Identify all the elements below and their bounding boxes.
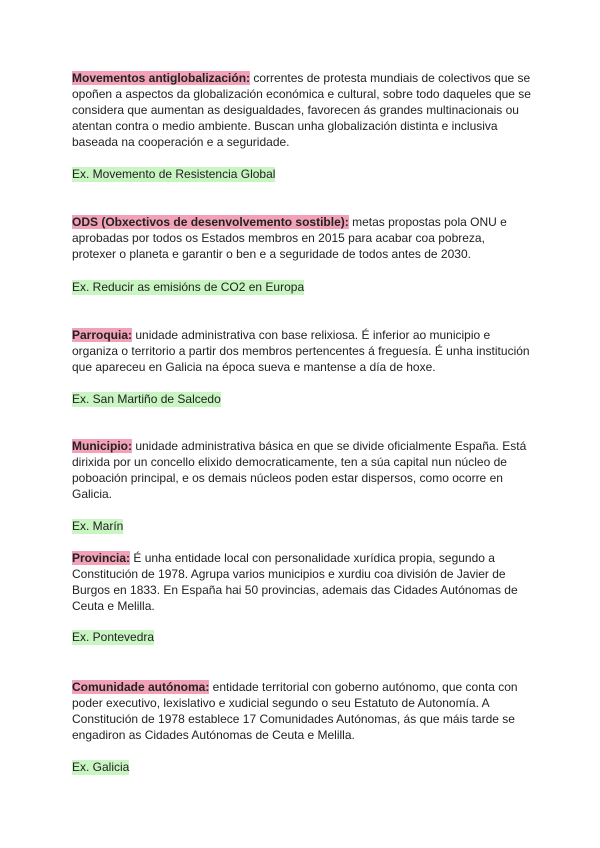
example-text: Ex. Reducir as emisións de CO2 en Europa	[72, 280, 305, 294]
term-label: Municipio:	[72, 439, 132, 453]
glossary-entry-provincia	[72, 550, 532, 644]
definition-text: entidade territorial con goberno autónomo, que conta con poder executivo, lexislativo e xudicial segundo o seu Estatuto de Autonomía. A Constitución de 1978 establece 17 Comunidades Autónomas, ás que máis tarde se engadiron as Cidades Autónomas de Ceuta e Melilla.	[72, 680, 518, 742]
example-text: Ex. Pontevedra	[72, 630, 155, 644]
glossary-entry-comunidade-autonoma	[72, 679, 532, 774]
example-text: Ex. Movemento de Resistencia Global	[72, 167, 276, 181]
glossary-entry-parroquia	[72, 327, 532, 406]
term-label: Comunidade autónoma:	[72, 680, 210, 694]
example-text: Ex. Galicia	[72, 760, 130, 774]
definition-paragraph	[72, 550, 532, 614]
definition-text: metas propostas pola ONU e aprobadas por todos os Estados membros en 2015 para acabar coa pobreza, protexer o planeta e garantir o ben e a seguridade de todos antes de 2030.	[72, 215, 507, 261]
glossary-entry-municipio	[72, 438, 532, 533]
definition-paragraph	[72, 679, 532, 743]
glossary-entry-ods	[72, 214, 532, 294]
definition-text: correntes de protesta mundiais de colectivos que se opoñen a aspectos da globalización económica e cultural, sobre todo daqueles que se considera que aumentan as desigualdades, favorecen ás grandes multinacionais ou atentan contra o medio ambiente. Buscan unha globalización distinta e inclusiva baseada na cooperación e a seguridade.	[72, 71, 531, 149]
definition-paragraph	[72, 214, 532, 262]
term-label: Provincia:	[72, 551, 131, 565]
glossary-entry-antiglobalizacion	[72, 70, 532, 181]
term-label: Movementos antiglobalización:	[72, 71, 251, 85]
example-text: Ex. Marín	[72, 519, 124, 533]
definition-paragraph	[72, 438, 532, 502]
term-label: Parroquia:	[72, 328, 133, 342]
definition-text: unidade administrativa con base relixiosa. É inferior ao municipio e organiza o territorio a partir dos membros pertencentes á freguesía. É unha institución que apareceu en Galicia na época sueva e mantense a día de hoxe.	[72, 328, 530, 374]
term-label: ODS (Obxectivos de desenvolvemento sostible):	[72, 215, 349, 229]
definition-paragraph	[72, 327, 532, 375]
definition-text: É unha entidade local con personalidade xurídica propia, segundo a Constitución de 1978. Agrupa varios municipios e xurdiu coa división de Javier de Burgos en 1833. En España hai 50 provincias, ademais das Cidades Autónomas de Ceuta e Melilla.	[72, 551, 518, 613]
definition-text: unidade administrativa básica en que se divide oficialmente España. Está dirixida por un concello elixido democraticamente, ten a súa capital nun núcleo de poboación principal, e os demais núcleos poden estar dispersos, como ocorre en Galicia.	[72, 439, 527, 501]
example-text: Ex. San Martiño de Salcedo	[72, 392, 221, 406]
definition-paragraph	[72, 70, 532, 150]
